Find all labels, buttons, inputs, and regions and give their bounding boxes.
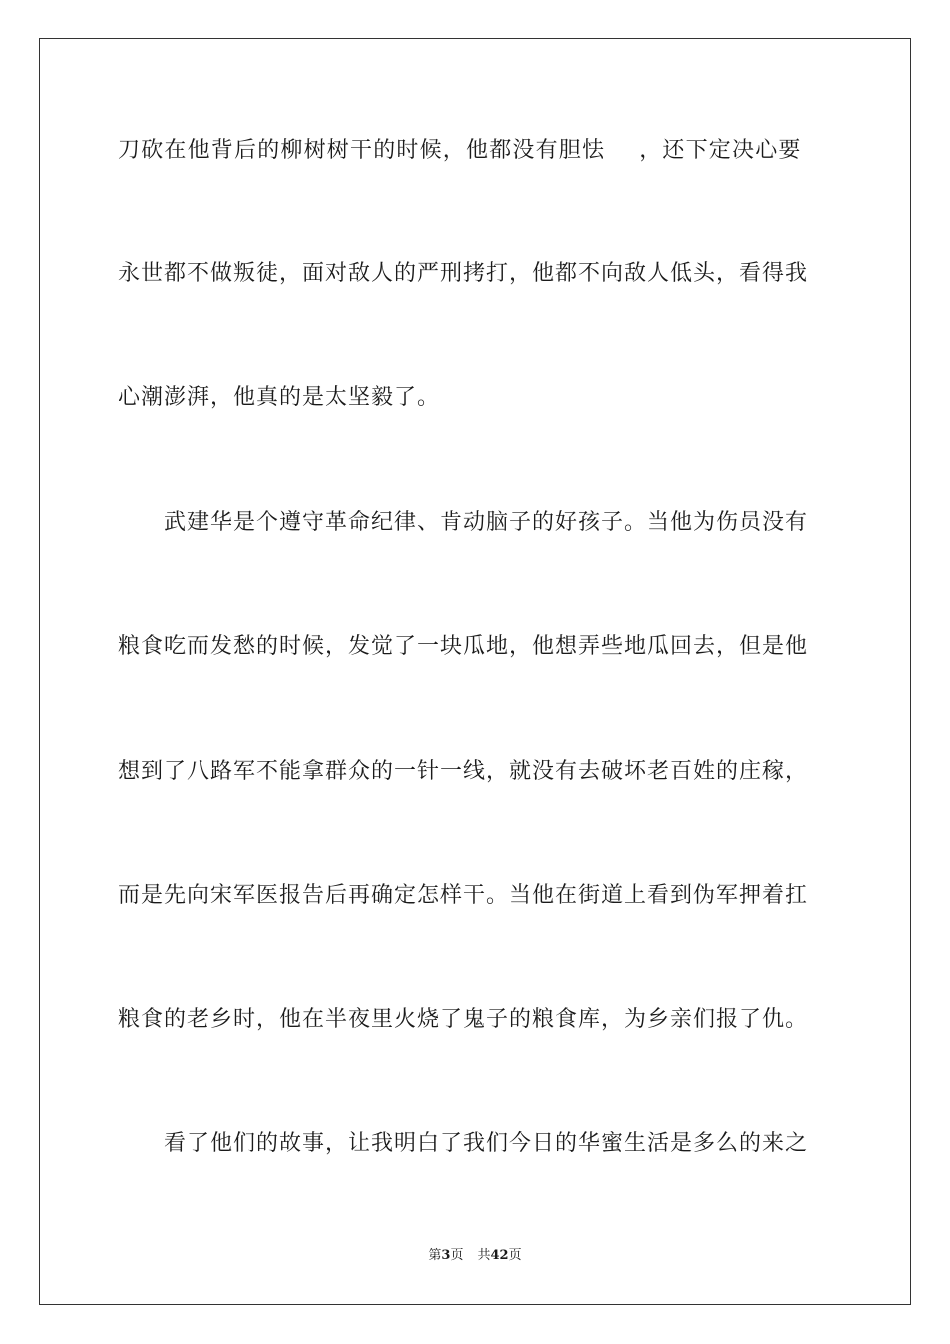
body-text-line-6: 想到了八路军不能拿群众的一针一线，就没有去破坏老百姓的庄稼， [118,759,809,784]
body-text-line-8: 粮食的老乡时，他在半夜里火烧了鬼子的粮食库，为乡亲们报了仇。 [118,1007,809,1032]
page-border [39,38,911,1305]
body-text-line-4: 武建华是个遵守革命纪律、肯动脑子的好孩子。当他为伤员没有 [118,510,809,535]
total-pages: 42 [490,1248,509,1263]
page-number: 3 [441,1248,451,1263]
body-text-line-9: 看了他们的故事，让我明白了我们今日的华蜜生活是多么的来之 [118,1131,809,1156]
total-suffix: 页 [508,1248,522,1263]
body-text-line-2: 永世都不做叛徒，面对敌人的严刑拷打，他都不向敌人低头，看得我 [118,261,809,286]
total-prefix: 共 [477,1248,491,1263]
page-prefix: 第 [428,1248,442,1263]
line-1-part-a: 刀砍在他背后的柳树树干的时候，他都没有胆怯 [118,138,606,163]
body-text-line-5: 粮食吃而发愁的时候，发觉了一块瓜地，他想弄些地瓜回去，但是他 [118,634,809,659]
body-text-line-7: 而是先向宋军医报告后再确定怎样干。当他在街道上看到伪军押着扛 [118,883,809,908]
page-suffix: 页 [450,1248,464,1263]
page-footer [0,1247,950,1265]
body-text-line-3: 心潮澎湃，他真的是太坚毅了。 [118,385,441,410]
body-text-line-1 [118,136,832,166]
line-1-part-b: ，还下定决心要 [639,138,802,163]
